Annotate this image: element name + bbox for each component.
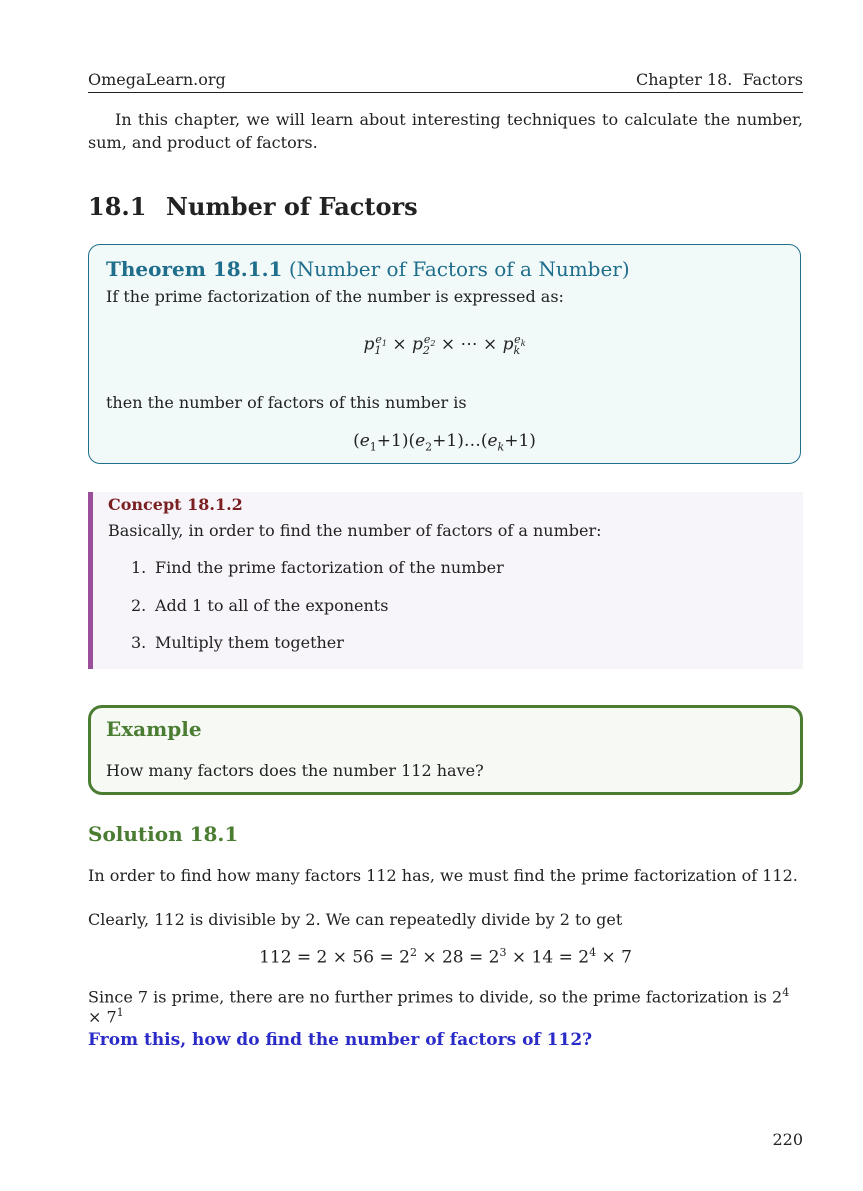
theorem-box xyxy=(88,244,801,464)
concept-label: Concept 18.1.2 xyxy=(108,495,243,514)
theorem-label: Theorem 18.1.1 xyxy=(106,257,283,281)
formula-prime-factorization: $p_1^{e_1} \times p_2^{e_2}$ × ⋯ × $p_k^{e_k}$ xyxy=(363,333,526,358)
formula-number-of-factors: $(e_1+1)(e_2+1)\dots(e_k+1)$ xyxy=(353,431,536,454)
concept-box xyxy=(88,492,803,669)
formula-division-chain: $112 = 2 \times 56 = 2^2 \times 28 = 2^3 \times 14 = 2^4 \times 7$ xyxy=(259,946,632,968)
theorem-name: (Number of Factors of a Number) xyxy=(288,257,630,281)
list-item: 1. Find the prime factorization of the number xyxy=(131,558,504,577)
page-number: 220 xyxy=(772,1130,803,1149)
theorem-title xyxy=(106,257,630,281)
solution-paragraph-2: Clearly, 112 is divisible by 2. We can repeatedly divide by 2 to get xyxy=(88,910,623,929)
header-site: OmegaLearn.org xyxy=(88,70,226,89)
section-number: 18.1 xyxy=(88,192,147,221)
section-title: Number of Factors xyxy=(166,192,418,221)
list-item: 2. Add 1 to all of the exponents xyxy=(131,595,389,615)
list-item: 3. Multiply them together xyxy=(131,633,344,652)
solution-label: Solution 18.1 xyxy=(88,822,239,846)
concept-line-1: Basically, in order to find the number of factors of a number: xyxy=(108,521,602,540)
header-chapter: Chapter 18. Factors xyxy=(635,70,803,89)
example-box xyxy=(88,705,803,795)
intro-paragraph: In this chapter, we will learn about interesting techniques to calculate the number, sum, and product of factors. xyxy=(88,110,803,152)
solution-paragraph-1: In order to find how many factors 112 has, we must find the prime factorization of 112. xyxy=(88,866,798,885)
solution-paragraph-3: Since 7 is prime, there are no further primes to divide, so the prime factorization is $2^4 \times 7^1$ xyxy=(88,986,790,1027)
running-header xyxy=(88,70,803,93)
concept-steps xyxy=(131,558,504,671)
theorem-line-1: If the prime factorization of the number is expressed as: xyxy=(106,287,564,306)
section-heading xyxy=(88,192,418,221)
theorem-line-2: then the number of factors of this number is xyxy=(106,393,467,412)
solution-question: From this, how do find the number of factors of 112? xyxy=(88,1030,593,1050)
example-question: How many factors does the number 112 have? xyxy=(106,761,484,780)
example-label: Example xyxy=(106,717,202,741)
